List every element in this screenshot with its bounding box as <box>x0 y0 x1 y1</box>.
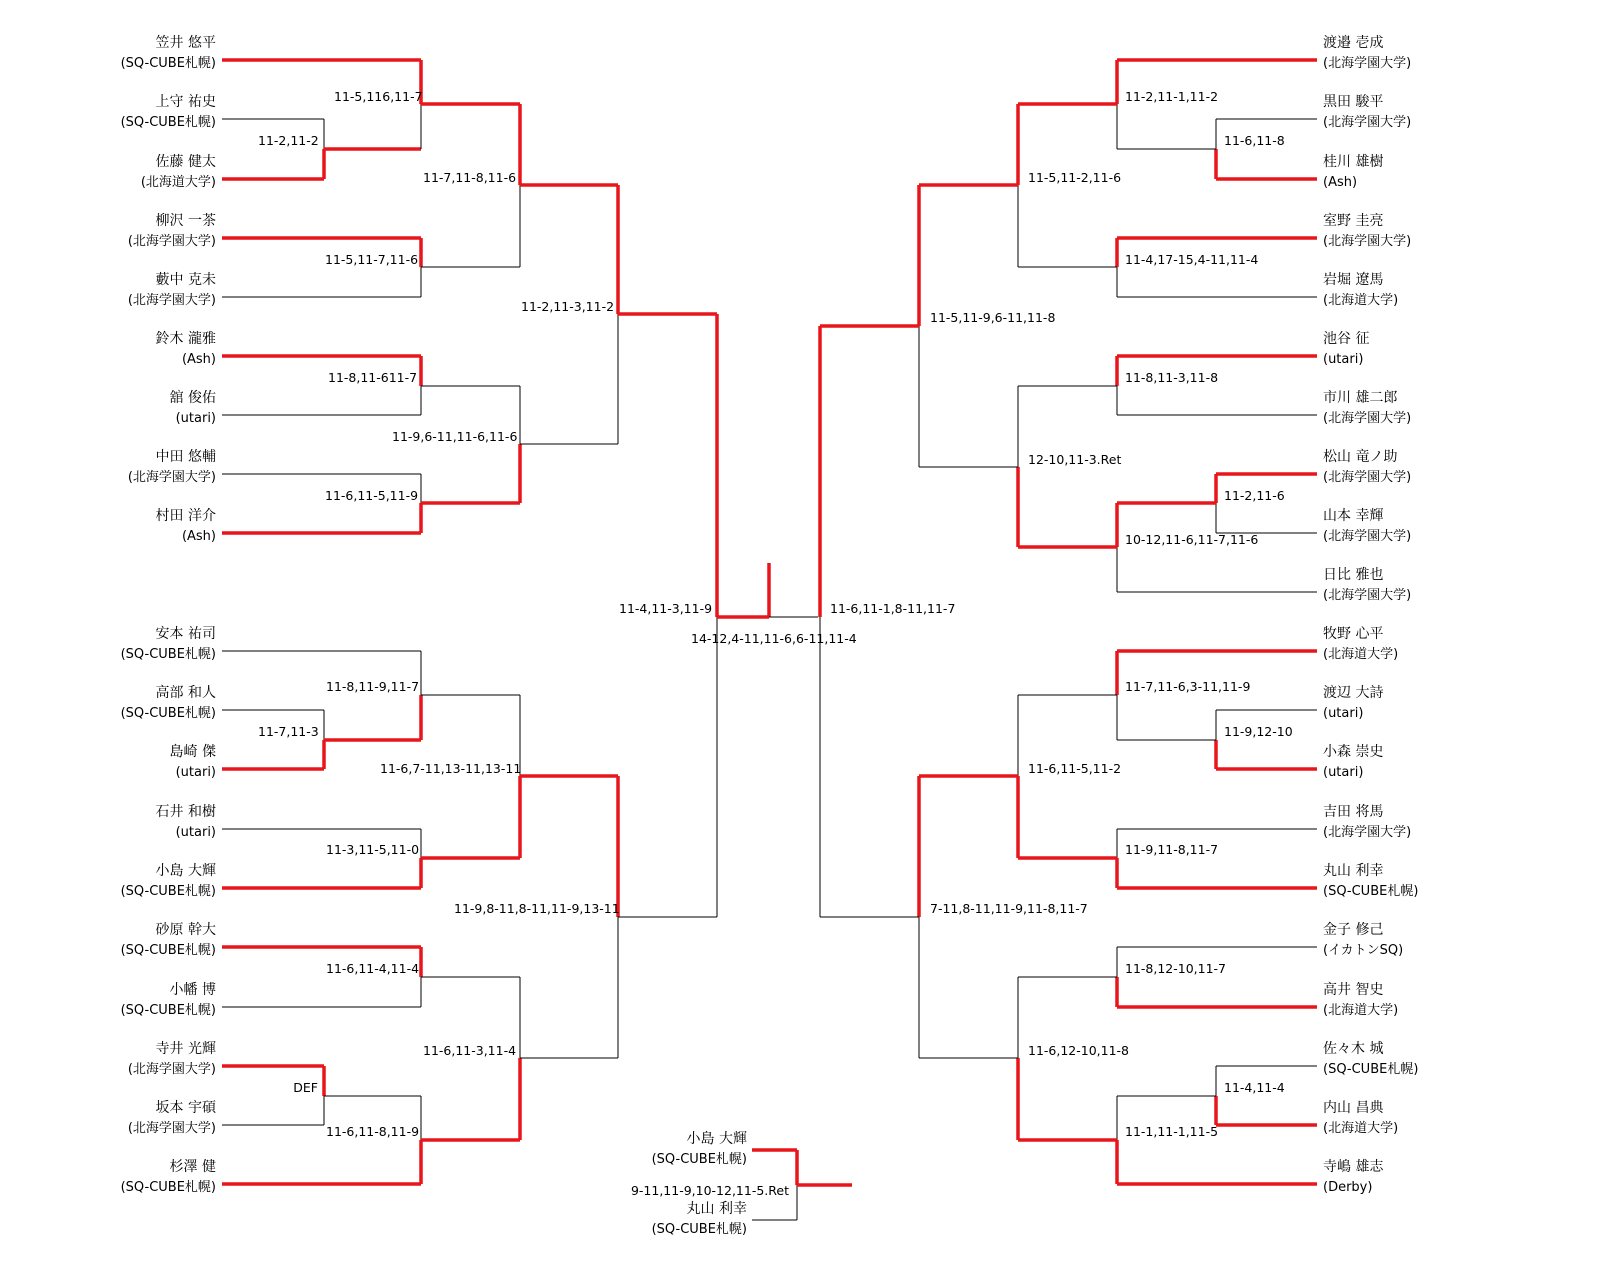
player-name: 牧野 心平 <box>1323 626 1384 642</box>
player-name: 安本 祐司 <box>155 626 216 642</box>
match-score: 14-12,4-11,11-6,6-11,11-4 <box>691 631 857 646</box>
player-affiliation: (utari) <box>1323 765 1364 780</box>
match-score: 11-6,11-4,11-4 <box>326 961 420 976</box>
player-affiliation: (Ash) <box>181 529 216 544</box>
match-score: 11-9,6-11,11-6,11-6 <box>392 429 518 444</box>
player-affiliation: (北海学園大学) <box>1323 588 1412 603</box>
player-affiliation: (Ash) <box>1323 175 1358 190</box>
match-score: 11-6,7-11,13-11,13-11 <box>380 761 522 776</box>
match-score: 11-6,11-8 <box>1224 133 1285 148</box>
player-affiliation: (北海学園大学) <box>127 293 216 308</box>
third-place-score: 9-11,11-9,10-12,11-5.Ret <box>630 1183 789 1198</box>
player-name: 笠井 悠平 <box>155 35 216 51</box>
player-name: 内山 昌典 <box>1323 1100 1384 1116</box>
match-score: 11-1,11-1,11-5 <box>1125 1124 1219 1139</box>
player-name: 島崎 傑 <box>169 744 216 760</box>
match-score: 11-7,11-3 <box>258 724 319 739</box>
match-score: 11-2,11-6 <box>1224 488 1285 503</box>
match-score: 11-4,17-15,4-11,11-4 <box>1125 252 1259 267</box>
player-name: 高井 智史 <box>1323 982 1384 998</box>
player-name: 吉田 将馬 <box>1323 804 1384 820</box>
player-affiliation: (北海学園大学) <box>127 234 216 249</box>
match-score: 11-7,11-6,3-11,11-9 <box>1125 679 1251 694</box>
match-score: 11-6,11-8,11-9 <box>326 1124 420 1139</box>
player-affiliation: (北海学園大学) <box>1323 115 1412 130</box>
player-name: 岩堀 遼馬 <box>1323 272 1384 288</box>
player-affiliation: (Derby) <box>1323 1180 1373 1195</box>
player-affiliation: (SQ-CUBE札幌) <box>120 115 216 130</box>
player-affiliation: (北海道大学) <box>140 175 216 190</box>
match-score: 11-9,12-10 <box>1224 724 1293 739</box>
match-score: 11-5,11-2,11-6 <box>1028 170 1122 185</box>
player-name: 上守 祐史 <box>155 94 216 110</box>
player-name: 小島 大輝 <box>155 863 216 879</box>
player-affiliation: (北海学園大学) <box>1323 411 1412 426</box>
player-affiliation: (Ash) <box>181 352 216 367</box>
match-score: 11-8,11-611-7 <box>328 370 418 385</box>
player-affiliation: (SQ-CUBE札幌) <box>651 1152 747 1167</box>
player-name: 鈴木 瀧雅 <box>155 331 216 347</box>
player-affiliation: (utari) <box>1323 352 1364 367</box>
player-affiliation: (SQ-CUBE札幌) <box>1323 1062 1419 1077</box>
player-affiliation: (北海学園大学) <box>1323 234 1412 249</box>
match-score: 11-6,11-1,8-11,11-7 <box>830 601 956 616</box>
match-score: 11-4,11-3,11-9 <box>619 601 713 616</box>
match-score: 12-10,11-3.Ret <box>1028 452 1122 467</box>
player-name: 村田 洋介 <box>155 508 216 524</box>
player-name: 渡邉 壱成 <box>1323 35 1384 51</box>
player-name: 池谷 征 <box>1323 331 1370 347</box>
match-score: 11-8,11-9,11-7 <box>326 679 420 694</box>
player-name: 佐藤 健太 <box>155 154 216 170</box>
player-affiliation: (北海学園大学) <box>127 1121 216 1136</box>
match-score: 11-9,11-8,11-7 <box>1125 842 1219 857</box>
player-affiliation: (SQ-CUBE札幌) <box>120 706 216 721</box>
match-score: 11-6,12-10,11-8 <box>1028 1043 1130 1058</box>
player-affiliation: (SQ-CUBE札幌) <box>120 884 216 899</box>
player-affiliation: (SQ-CUBE札幌) <box>120 1003 216 1018</box>
player-affiliation: (北海学園大学) <box>1323 529 1412 544</box>
player-name: 室野 圭亮 <box>1323 213 1384 229</box>
player-name: 黒田 駿平 <box>1323 94 1384 110</box>
player-name: 渡辺 大詩 <box>1323 685 1384 701</box>
player-name: 寺嶋 雄志 <box>1323 1159 1384 1175</box>
player-name: 石井 和樹 <box>155 804 216 820</box>
match-score: 11-2,11-2 <box>258 133 319 148</box>
player-name: 砂原 幹大 <box>155 922 216 938</box>
player-affiliation: (北海学園大学) <box>127 1062 216 1077</box>
match-score: 10-12,11-6,11-7,11-6 <box>1125 532 1259 547</box>
player-affiliation: (utari) <box>175 825 216 840</box>
player-affiliation: (SQ-CUBE札幌) <box>120 56 216 71</box>
match-score: 11-4,11-4 <box>1224 1080 1285 1095</box>
player-name: 舘 俊佑 <box>169 390 216 406</box>
player-affiliation: (北海学園大学) <box>1323 470 1412 485</box>
player-name: 小幡 博 <box>169 982 216 998</box>
player-name: 小森 崇史 <box>1323 744 1384 760</box>
player-affiliation: (北海学園大学) <box>1323 825 1412 840</box>
player-affiliation: (北海道大学) <box>1323 293 1399 308</box>
player-affiliation: (北海道大学) <box>1323 1121 1399 1136</box>
match-score: 11-6,11-5,11-9 <box>325 488 419 503</box>
match-score: 11-5,116,11-7 <box>334 89 423 104</box>
player-name: 小島 大輝 <box>686 1131 747 1147</box>
match-score: 11-2,11-1,11-2 <box>1125 89 1219 104</box>
player-affiliation: (北海道大学) <box>1323 1003 1399 1018</box>
match-score: 11-2,11-3,11-2 <box>521 299 615 314</box>
match-score: 7-11,8-11,11-9,11-8,11-7 <box>930 901 1088 916</box>
match-score: 11-6,11-5,11-2 <box>1028 761 1122 776</box>
player-affiliation: (SQ-CUBE札幌) <box>651 1222 747 1237</box>
player-affiliation: (北海学園大学) <box>127 470 216 485</box>
player-affiliation: (SQ-CUBE札幌) <box>1323 884 1419 899</box>
match-score: 11-9,8-11,8-11,11-9,13-11 <box>454 901 620 916</box>
player-affiliation: (utari) <box>175 765 216 780</box>
player-affiliation: (イカトンSQ) <box>1323 943 1404 958</box>
match-score: 11-6,11-3,11-4 <box>423 1043 517 1058</box>
player-name: 中田 悠輔 <box>155 449 216 465</box>
player-affiliation: (北海学園大学) <box>1323 56 1412 71</box>
player-name: 佐々木 城 <box>1323 1041 1384 1057</box>
player-name: 高部 和人 <box>155 685 216 701</box>
player-name: 山本 幸輝 <box>1323 508 1384 524</box>
player-affiliation: (SQ-CUBE札幌) <box>120 943 216 958</box>
player-name: 寺井 光輝 <box>155 1041 216 1057</box>
match-score: 11-5,11-9,6-11,11-8 <box>930 310 1056 325</box>
player-affiliation: (utari) <box>175 411 216 426</box>
match-score: 11-5,11-7,11-6 <box>325 252 419 267</box>
match-score: 11-8,11-3,11-8 <box>1125 370 1219 385</box>
player-name: 日比 雅也 <box>1323 567 1384 583</box>
player-affiliation: (utari) <box>1323 706 1364 721</box>
player-name: 柳沢 一茶 <box>155 213 216 229</box>
player-name: 桂川 雄樹 <box>1323 154 1384 170</box>
match-score: 11-8,12-10,11-7 <box>1125 961 1227 976</box>
match-score: DEF <box>293 1080 318 1095</box>
player-name: 坂本 宇碩 <box>155 1100 216 1116</box>
player-name: 藪中 克未 <box>155 272 216 288</box>
player-affiliation: (北海道大学) <box>1323 647 1399 662</box>
player-name: 市川 雄二郎 <box>1323 390 1398 406</box>
player-name: 杉澤 健 <box>169 1159 216 1175</box>
player-name: 松山 竜ノ助 <box>1323 449 1398 465</box>
player-affiliation: (SQ-CUBE札幌) <box>120 647 216 662</box>
player-name: 丸山 利幸 <box>1323 863 1384 879</box>
match-score: 11-3,11-5,11-0 <box>326 842 420 857</box>
player-name: 金子 修己 <box>1323 922 1384 938</box>
match-score: 11-7,11-8,11-6 <box>423 170 517 185</box>
player-affiliation: (SQ-CUBE札幌) <box>120 1180 216 1195</box>
player-name: 丸山 利幸 <box>686 1201 747 1217</box>
